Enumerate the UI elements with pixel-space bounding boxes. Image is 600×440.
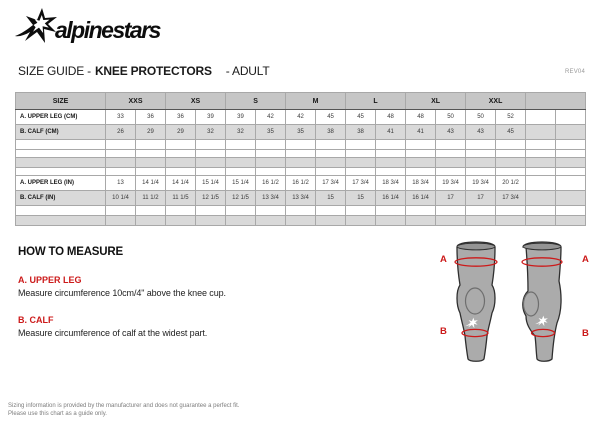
size-value-cell [196,216,226,226]
size-value-cell [376,206,406,216]
size-value-cell [106,206,136,216]
size-table [15,92,586,226]
how-to-measure-heading: HOW TO MEASURE [18,246,123,258]
size-value-cell: 52 [496,110,526,125]
size-value-cell [196,158,226,168]
size-value-cell [556,216,586,226]
spacer-cell [16,158,106,168]
how-to-measure-section [18,246,408,338]
size-value-cell [526,176,556,191]
size-value-cell: 17 [466,191,496,206]
footer-disclaimer [8,402,239,418]
size-table-spacer-row [16,150,586,158]
size-value-cell [376,150,406,158]
size-value-cell [466,216,496,226]
size-value-cell [376,140,406,150]
size-table-spacer-row [16,168,586,176]
size-value-cell [316,168,346,176]
size-value-cell: 33 [106,110,136,125]
measurement-row-label: B. CALF (IN) [16,191,106,206]
size-value-cell [406,140,436,150]
revision-label: REV04 [564,69,585,75]
size-value-cell: 36 [166,110,196,125]
size-value-cell [466,168,496,176]
size-value-cell: 18 3/4 [376,176,406,191]
measure-item-upper-leg [18,275,408,298]
size-value-cell [406,168,436,176]
size-table-row [16,125,586,140]
size-value-cell [346,158,376,168]
size-column-header: XXS [106,93,166,110]
size-value-cell [556,125,586,140]
measure-desc-calf: Measure circumference of calf at the widest part. [18,328,208,338]
size-value-cell [316,206,346,216]
size-value-cell [346,168,376,176]
alpinestars-star-icon [14,6,60,48]
size-value-cell: 29 [166,125,196,140]
size-value-cell: 10 1/4 [106,191,136,206]
size-value-cell [556,168,586,176]
size-value-cell [226,140,256,150]
size-value-cell: 11 1/5 [166,191,196,206]
size-value-cell: 17 3/4 [496,191,526,206]
knee-sleeve-front-icon [453,241,499,365]
size-value-cell [556,150,586,158]
size-value-cell [346,140,376,150]
size-value-cell [496,140,526,150]
size-value-cell: 39 [196,110,226,125]
size-value-cell [286,216,316,226]
size-value-cell: 36 [136,110,166,125]
size-value-cell [136,140,166,150]
size-value-cell: 45 [496,125,526,140]
size-value-cell [256,216,286,226]
size-value-cell: 15 [316,191,346,206]
size-value-cell [556,176,586,191]
size-column-header: S [226,93,286,110]
size-table-spacer-row [16,216,586,226]
size-value-cell [436,216,466,226]
size-value-cell [136,216,166,226]
size-value-cell: 39 [226,110,256,125]
size-value-cell: 35 [256,125,286,140]
measure-item-calf [18,315,408,338]
alpinestars-logo [14,6,160,48]
size-value-cell [136,150,166,158]
size-value-cell [256,158,286,168]
empty-header-cell [526,93,586,110]
size-value-cell [166,206,196,216]
size-value-cell [436,150,466,158]
size-value-cell: 35 [286,125,316,140]
size-value-cell [256,168,286,176]
size-value-cell: 43 [436,125,466,140]
size-value-cell [196,168,226,176]
size-value-cell: 15 [346,191,376,206]
size-value-cell: 17 3/4 [346,176,376,191]
marker-b-left: B [440,326,447,337]
size-value-cell [316,150,346,158]
size-value-cell: 12 1/5 [196,191,226,206]
page-title [18,64,585,78]
size-value-cell: 43 [466,125,496,140]
size-value-cell [496,158,526,168]
size-value-cell [106,168,136,176]
size-value-cell: 45 [346,110,376,125]
size-value-cell [166,158,196,168]
size-column-header: XS [166,93,226,110]
size-column-header: XXL [466,93,526,110]
size-value-cell [226,168,256,176]
size-value-cell [286,168,316,176]
size-value-cell [526,150,556,158]
size-value-cell [256,140,286,150]
size-value-cell [226,206,256,216]
size-value-cell [256,206,286,216]
spacer-cell [16,140,106,150]
size-value-cell: 41 [406,125,436,140]
measure-label-upper-leg: A. UPPER LEG [18,275,82,285]
size-value-cell: 16 1/4 [406,191,436,206]
size-value-cell [466,158,496,168]
page-title-product: KNEE PROTECTORS [94,64,212,78]
size-value-cell [226,216,256,226]
size-value-cell: 15 1/4 [196,176,226,191]
size-value-cell [136,168,166,176]
size-table-row [16,191,586,206]
size-value-cell: 19 3/4 [466,176,496,191]
size-value-cell [166,150,196,158]
size-table-spacer-row [16,140,586,150]
size-table-spacer-row [16,206,586,216]
size-value-cell [496,216,526,226]
size-value-cell: 42 [256,110,286,125]
size-value-cell [286,150,316,158]
size-value-cell: 50 [466,110,496,125]
size-value-cell [286,206,316,216]
measurement-row-label: A. UPPER LEG (IN) [16,176,106,191]
size-value-cell: 20 1/2 [496,176,526,191]
size-value-cell [496,150,526,158]
size-column-header: L [346,93,406,110]
size-value-cell [436,168,466,176]
size-value-cell [556,140,586,150]
size-value-cell [406,206,436,216]
size-table-row [16,110,586,125]
size-value-cell [436,206,466,216]
size-value-cell: 50 [436,110,466,125]
size-value-cell: 12 1/5 [226,191,256,206]
size-value-cell [466,206,496,216]
size-value-cell: 45 [316,110,346,125]
size-value-cell [526,125,556,140]
size-value-cell [136,158,166,168]
size-corner-header: SIZE [16,93,106,110]
size-value-cell [526,140,556,150]
size-value-cell [556,206,586,216]
size-value-cell: 15 1/4 [226,176,256,191]
size-value-cell [256,150,286,158]
size-value-cell: 48 [406,110,436,125]
size-value-cell [406,150,436,158]
size-value-cell [556,110,586,125]
size-value-cell [106,150,136,158]
size-value-cell [196,206,226,216]
size-value-cell: 29 [136,125,166,140]
size-value-cell [286,140,316,150]
size-table-row [16,176,586,191]
marker-a-left: A [440,254,447,265]
size-value-cell: 17 [436,191,466,206]
marker-b-right: B [582,328,589,339]
size-value-cell [226,150,256,158]
size-value-cell: 16 1/2 [286,176,316,191]
size-table-header-row [16,93,586,110]
size-value-cell: 41 [376,125,406,140]
size-value-cell [316,216,346,226]
size-value-cell [376,168,406,176]
size-value-cell [376,216,406,226]
size-value-cell: 16 1/2 [256,176,286,191]
spacer-cell [16,168,106,176]
size-value-cell [136,206,166,216]
knee-sleeve-side-icon [516,241,564,365]
marker-a-right: A [582,254,589,265]
size-value-cell [406,158,436,168]
footer-line-1: Sizing information is provided by the manufacturer and does not guarantee a perfect fit. [8,403,240,409]
knee-protector-diagrams [432,238,597,393]
size-value-cell [526,191,556,206]
page-title-suffix: - ADULT [225,64,270,78]
measurement-row-label: A. UPPER LEG (CM) [16,110,106,125]
spacer-cell [16,150,106,158]
size-value-cell [196,140,226,150]
size-column-header: XL [406,93,466,110]
size-value-cell: 26 [106,125,136,140]
size-value-cell [316,158,346,168]
size-value-cell [166,216,196,226]
size-value-cell [106,158,136,168]
measurement-row-label: B. CALF (CM) [16,125,106,140]
size-value-cell [376,158,406,168]
size-value-cell [526,206,556,216]
measure-label-calf: B. CALF [18,315,54,325]
size-value-cell [346,150,376,158]
size-value-cell [406,216,436,226]
footer-line-2: Please use this chart as a guide only. [8,411,107,417]
size-value-cell [166,168,196,176]
size-value-cell: 48 [376,110,406,125]
size-value-cell [556,191,586,206]
size-value-cell: 32 [226,125,256,140]
size-value-cell [106,140,136,150]
size-value-cell [496,206,526,216]
size-value-cell [526,168,556,176]
alpinestars-wordmark: alpinestars [55,17,160,43]
size-value-cell [436,140,466,150]
size-value-cell [166,140,196,150]
size-table-container [15,92,586,226]
size-value-cell: 42 [286,110,316,125]
size-value-cell: 18 3/4 [406,176,436,191]
size-value-cell [436,158,466,168]
size-value-cell [556,158,586,168]
size-value-cell: 14 1/4 [166,176,196,191]
size-value-cell: 19 3/4 [436,176,466,191]
size-value-cell: 13 3/4 [256,191,286,206]
size-value-cell: 11 1/2 [136,191,166,206]
spacer-cell [16,206,106,216]
size-value-cell [496,168,526,176]
page-title-prefix: SIZE GUIDE - [18,64,91,78]
size-value-cell: 38 [316,125,346,140]
size-value-cell: 13 3/4 [286,191,316,206]
size-value-cell [526,158,556,168]
spacer-cell [16,216,106,226]
size-value-cell [526,110,556,125]
size-value-cell [346,216,376,226]
size-value-cell [526,216,556,226]
size-value-cell [316,140,346,150]
size-value-cell: 32 [196,125,226,140]
size-value-cell [346,206,376,216]
measure-desc-upper-leg: Measure circumference 10cm/4" above the knee cup. [18,288,226,298]
size-value-cell [196,150,226,158]
size-value-cell: 17 3/4 [316,176,346,191]
size-value-cell [466,140,496,150]
size-value-cell [226,158,256,168]
size-value-cell [286,158,316,168]
size-value-cell: 14 1/4 [136,176,166,191]
size-value-cell [106,216,136,226]
size-table-spacer-row [16,158,586,168]
size-value-cell [466,150,496,158]
size-value-cell: 16 1/4 [376,191,406,206]
size-value-cell: 13 [106,176,136,191]
size-column-header: M [286,93,346,110]
size-value-cell: 38 [346,125,376,140]
